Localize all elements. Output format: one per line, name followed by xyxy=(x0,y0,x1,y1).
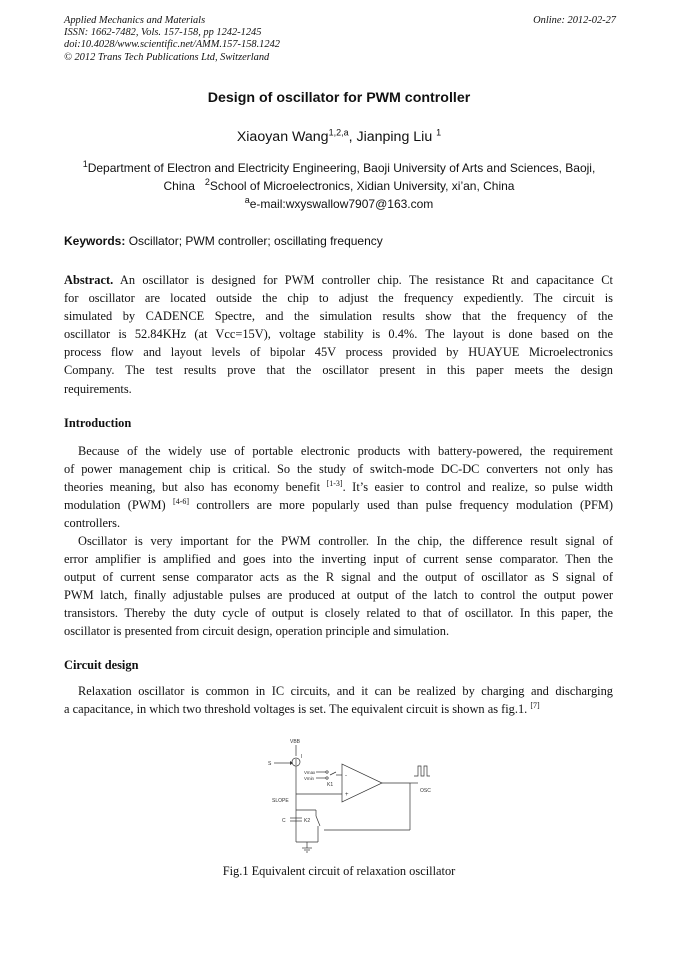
label-c: C xyxy=(282,818,286,824)
figure-caption: Fig.1 Equivalent circuit of relaxation oscillator xyxy=(222,864,456,878)
keywords-text: Oscillator; PWM controller; oscillating frequency xyxy=(125,234,383,248)
body-text: modulation (PWM) xyxy=(64,498,174,513)
affil-text-1: Department of Electron and Electricity Engineering, Baoji University of Arts and Sciences, Baoji, xyxy=(87,161,596,175)
affiliation-line-1 xyxy=(64,159,614,177)
body-line: PWM latch, finally adjustable pulses are produced at output of the latch to control the output power xyxy=(64,588,613,603)
body-text: a capacitance, in which two threshold voltages is set. The equivalent circuit is shown as fig.1. xyxy=(64,702,531,717)
abstract-line: oscillator is 52.84KHz (at Vcc=15V), voltage stability is 0.4%. The layout is done based on the xyxy=(64,327,613,342)
label-i: I xyxy=(301,754,303,760)
switch-contact xyxy=(326,771,328,773)
journal-header xyxy=(64,15,280,64)
affil-text-2b: School of Microelectronics, Xidian University, xi’an, China xyxy=(209,179,515,193)
body-line: Relaxation oscillator is common in IC circuits, and it can be realized by charging and discharging xyxy=(78,684,613,698)
body-line: Oscillator is very important for the PWM controller. In the chip, the difference result signal of xyxy=(78,534,613,548)
abstract-line: requirements. xyxy=(64,381,132,396)
author-2: Jianping Liu xyxy=(356,129,433,145)
body-line: output of current sense comparator acts as the R signal and the output of oscillator as S signal of xyxy=(64,570,613,585)
online-date: Online: 2012-02-27 xyxy=(533,15,616,26)
label-slope: SLOPE xyxy=(272,798,289,804)
label-vbb: VBB xyxy=(290,739,301,745)
label-minus: - xyxy=(345,773,347,779)
body-line xyxy=(64,700,613,718)
author-separator: , xyxy=(348,129,357,145)
label-plus: + xyxy=(345,792,349,798)
circuit-design-heading: Circuit design xyxy=(64,658,139,672)
issn: ISSN: 1662-7482, Vols. 157-158, pp 1242-1245 xyxy=(64,27,262,39)
body-line: transistors. Thereby the duty cycle of output is closely related to that of oscillator. In this paper, the xyxy=(64,606,613,621)
circuit-design-paragraph xyxy=(64,682,613,718)
abstract-line: simulated by CADENCE Spectre, and the simulation results show that the frequency of the xyxy=(64,309,613,324)
introduction-paragraph-2 xyxy=(64,532,613,641)
label-vmax: Vmax xyxy=(304,770,316,775)
keywords-label: Keywords: xyxy=(64,234,126,248)
body-line: error amplifier is amplified and goes into the inverting input of current sense comparator. Then the xyxy=(64,552,613,567)
k1-switch xyxy=(330,772,336,775)
author-1-affil: 1,2,a xyxy=(328,127,349,138)
body-line xyxy=(64,496,613,514)
affil-mark-2: 2 xyxy=(204,177,210,187)
relaxation-oscillator-circuit xyxy=(260,736,450,858)
label-s: S xyxy=(268,761,272,767)
abstract-line xyxy=(64,271,613,289)
label-osc: OSC xyxy=(420,788,431,794)
keywords xyxy=(64,234,383,248)
body-text: . It’s easier to control and realize, so pulse width xyxy=(342,480,613,495)
affil-mark-a: a xyxy=(244,195,250,205)
label-vmin: Vmin xyxy=(304,776,315,781)
introduction-paragraph-1 xyxy=(64,442,613,532)
email: e-mail:wxyswallow7907@163.com xyxy=(249,197,434,211)
author-1: Xiaoyan Wang xyxy=(236,129,329,145)
body-line: oscillator is presented from circuit design, operation principle and simulation. xyxy=(64,624,450,639)
citation: [4-6] xyxy=(173,497,190,507)
abstract-line: for oscillator are located outside the chip to adjust the frequency expediently. The circuit is xyxy=(64,291,613,306)
copyright: © 2012 Trans Tech Publications Ltd, Switzerland xyxy=(64,51,270,63)
affil-mark-1: 1 xyxy=(82,159,88,169)
citation: [7] xyxy=(530,700,540,710)
abstract-line: Company. The test results prove that the oscillator present in this paper meets the design xyxy=(64,363,613,378)
citation: [1-3] xyxy=(326,479,343,489)
affiliation-line-2 xyxy=(64,177,614,195)
body-text: theories meaning, but also has economy benefit xyxy=(64,480,327,495)
author-2-affil: 1 xyxy=(436,127,442,138)
label-k2: K2 xyxy=(304,818,311,824)
abstract-line: process flow and layout levels of bipolar 45V process provided by HUAYUE Microelectronics xyxy=(64,345,613,360)
journal-name: Applied Mechanics and Materials xyxy=(64,15,206,26)
k2-switch xyxy=(316,816,320,826)
doi: doi:10.4028/www.scientific.net/AMM.157-158.1242 xyxy=(64,39,280,51)
email-line xyxy=(64,195,614,213)
authors xyxy=(0,129,678,145)
label-k1: K1 xyxy=(327,782,334,788)
abstract-label: Abstract. xyxy=(64,273,114,287)
introduction-heading: Introduction xyxy=(64,416,132,430)
abstract-text: An oscillator is designed for PWM controller chip. The resistance Rt and capacitance Ct xyxy=(113,273,613,287)
pulse-waveform-icon xyxy=(414,766,430,776)
body-text: controllers are more popularly used than pulse frequency modulation (PFM) xyxy=(189,498,614,513)
affil-text-2a: China xyxy=(163,179,195,193)
body-line xyxy=(64,478,613,496)
body-line: controllers. xyxy=(64,516,121,531)
body-line: Because of the widely use of portable electronic products with battery-powered, the requirement xyxy=(78,444,613,458)
body-line: of power management chip is critical. So the study of switch-mode DC-DC converters not only has xyxy=(64,462,613,477)
switch-contact xyxy=(326,777,328,779)
abstract xyxy=(64,271,613,398)
paper-title: Design of oscillator for PWM controller xyxy=(207,90,471,106)
